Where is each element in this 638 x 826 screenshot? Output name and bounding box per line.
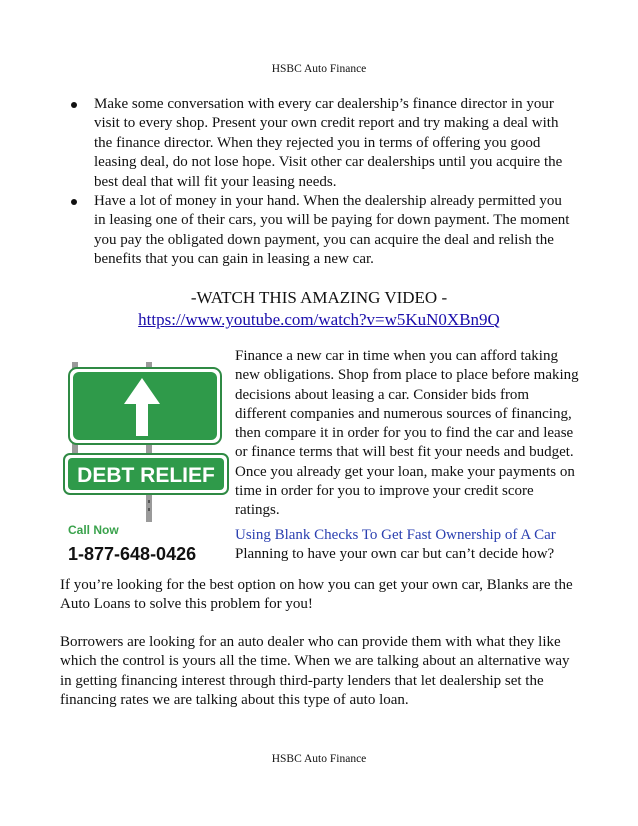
page-footer: HSBC Auto Finance [271,753,367,765]
bullet-text: Have a lot of money in your hand. When the dealership already permitted you in leasing one of their cars, you will be paying for down payment. The moment you pay the obligated down payment, you can acquire the deal and relish the benefits that you can gain in leasing a new car. [94,193,570,268]
bullet-icon [71,199,77,205]
video-link-container [0,309,638,331]
video-heading: -WATCH THIS AMAZING VIDEO - [190,288,448,307]
bullet-list [94,95,576,270]
body-paragraph: Borrowers are looking for an auto dealer who can provide them with what they like which the control is yours all the time. When we are talking about an alternative way in getting financing interest through third-party lenders that let dealership set the financing rates we are talking about this type of auto loan. [60,634,570,709]
list-item [94,95,576,192]
finance-paragraph: Finance a new car in time when you can afford taking new obligations. Shop from place to place before making decisions about leasing a car. Consider bids from different companies and numerous sources of financing, then compare it in order for you to find the car and lease or finance terms that will best fit your needs and budget. Once you already get your loan, make your payments on time in order for you to improve your credit score ratings. [235,348,579,519]
article-link[interactable]: Using Blank Checks To Get Fast Ownership of A Car [235,527,556,543]
sign-text: DEBT RELIEF [77,464,215,487]
page-header: HSBC Auto Finance [271,63,367,75]
bullet-icon [71,102,77,108]
bullet-text: Make some conversation with every car dealership’s finance director in your visit to every shop. Present your own credit report and try making a deal with the finance director. When they rejected you in terms of offering you good leasing deal, do not lose hope. Visit other car dealerships until you acquire the best deal that will fit your leasing needs. [94,96,563,190]
question-text: Planning to have your own car but can’t decide how? [235,546,555,562]
call-now-label: Call Now [68,523,119,537]
list-item [94,192,576,270]
body-paragraph: If you’re looking for the best option on how you can get your own car, Blanks are the Auto Loans to solve this problem for you! [60,577,573,613]
video-link[interactable]: https://www.youtube.com/watch?v=w5KuN0XBn9Q [138,310,500,329]
phone-number: 1-877-648-0426 [68,544,197,564]
debt-relief-sign-image [62,358,230,570]
